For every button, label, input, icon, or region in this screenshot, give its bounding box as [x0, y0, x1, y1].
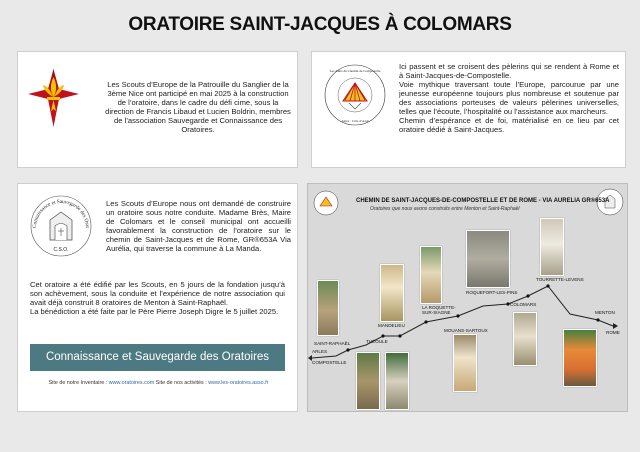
route-map-card	[307, 183, 628, 412]
pilgrims-paragraph-2: Voie mythique traversant toute l’Europe, parcourue par une jeunesse européenne toujours plus nombreuse et soutenue par des associations porteuses de valeurs pèlerines universelles, telles que l’écoute, l’hospitalité ou l’assistance aux marcheurs.	[399, 80, 619, 116]
roquette-photo	[420, 246, 442, 304]
cso-intro: Les Scouts d’Europe nous ont demandé de construire un oratoire sous notre conduite. Madame Brès, Maire de Colomars et le conseil municipal ont accueilli favorablement la construction de l’oratoire sur le chemin de Saint-Jacques et de Rome, GR®653A Via Aurélia, qui traverse la commune à La Manda.	[106, 199, 291, 253]
cso-abbr: C.S.O.	[53, 247, 69, 253]
pilgrims-paragraph-1: Ici passent et se croisent des pèlerins qui se rendent à Rome et à Saint-Jacques-de-Compostelle.	[399, 62, 619, 80]
pilgrims-card	[311, 51, 626, 168]
cso-association-logo	[28, 190, 94, 260]
label-mandelieu: MANDELIEU	[378, 323, 405, 328]
svg-text:Connaissance et Sauvegarde des: Connaissance et Sauvegarde des Orat	[31, 198, 91, 229]
map-heading: CHEMIN DE SAINT-JACQUES-DE-COMPOSTELLE ET DE ROME - VIA AURELIA GR®653A	[356, 198, 610, 204]
theoule-photo	[356, 352, 380, 410]
label-roquette: LA ROQUETTE-SUR-SIAGNE	[422, 305, 456, 315]
label-compostelle: COMPOSTELLE	[312, 360, 347, 365]
label-rome: ROME	[606, 330, 620, 335]
mouans-sartoux-photo	[453, 334, 477, 392]
cso-footer: Site de notre Inventaire : www.oratoires.com Site de nos activités : www.les-oratoires.asso.fr	[48, 380, 269, 386]
activities-link[interactable]: www.les-oratoires.asso.fr	[208, 380, 269, 386]
cso-blessing: La bénédiction a été faite par le Père Pierre Joseph Digre le 5 juillet 2025.	[30, 307, 279, 316]
page-title: ORATOIRE SAINT-JACQUES À COLOMARS	[128, 14, 512, 35]
colomars-photo	[513, 312, 537, 366]
pilgrims-text	[399, 62, 619, 134]
cso-body-paragraph: Cet oratoire a été édifié par les Scouts, en 5 jours de la fondation jusqu’à son achèvement, sous la conduite et l’expérience de notre association qui avait déjà construit 8 oratoires de Menton à Saint-Raphaël.	[30, 280, 285, 307]
cso-card	[17, 183, 298, 412]
scouts-paragraph: Les Scouts d’Europe de la Patrouille du Sanglier de la 3ème Nice ont participé en mai 2025 à la construction de l’oratoire, dans le cadre du défi cime, sous la direction de Francis Libaud et Lucien Boldrin, membres de l’association Sauvegarde et Connaissance des Oratoires.	[105, 80, 291, 134]
label-mouans: MOUANS-SARTOUX	[444, 328, 488, 333]
pilgrims-paragraph-3: Chemin d’espérance et de foi, matérialisé en ce lieu par cet oratoire dédié à Saint-Jacques.	[399, 116, 619, 134]
label-colomars: COLOMARS	[510, 302, 537, 307]
label-saint-raphael: SAINT-RAPHAËL	[314, 341, 351, 346]
roquefort-photo	[466, 230, 510, 288]
menton-photo	[563, 329, 597, 387]
tourrette-photo	[540, 218, 564, 276]
label-menton: MENTON	[595, 310, 615, 315]
map-subheading: Oratoires que nous avons construits entre Menton et Saint-Raphaël	[370, 206, 520, 212]
label-theoule: THÉOULE	[366, 339, 388, 344]
inventory-link[interactable]: www.oratoires.com	[108, 380, 155, 386]
cso-banner-button[interactable]: Connaissance et Sauvegarde des Oratoires	[30, 344, 285, 371]
cso-body	[30, 280, 285, 316]
mandelieu-second-photo	[385, 352, 409, 410]
scout-cross-lily-icon	[26, 67, 81, 129]
label-arles: ARLES	[312, 349, 328, 354]
label-roquefort: ROQUEFORT-LES-PINS	[466, 290, 518, 295]
saint-raphael-photo	[317, 280, 339, 336]
compostelle-association-logo	[323, 63, 387, 127]
svg-text:Alpes · Côte d’Azur: Alpes · Côte d’Azur	[341, 119, 369, 123]
mandelieu-photo	[380, 264, 404, 322]
svg-text:Les Amis du Chemin de Composte: Les Amis du Chemin de Compostelle	[329, 69, 381, 73]
label-tourrette: TOURRETTE-LEVENS	[536, 277, 584, 282]
scouts-card	[17, 51, 298, 168]
